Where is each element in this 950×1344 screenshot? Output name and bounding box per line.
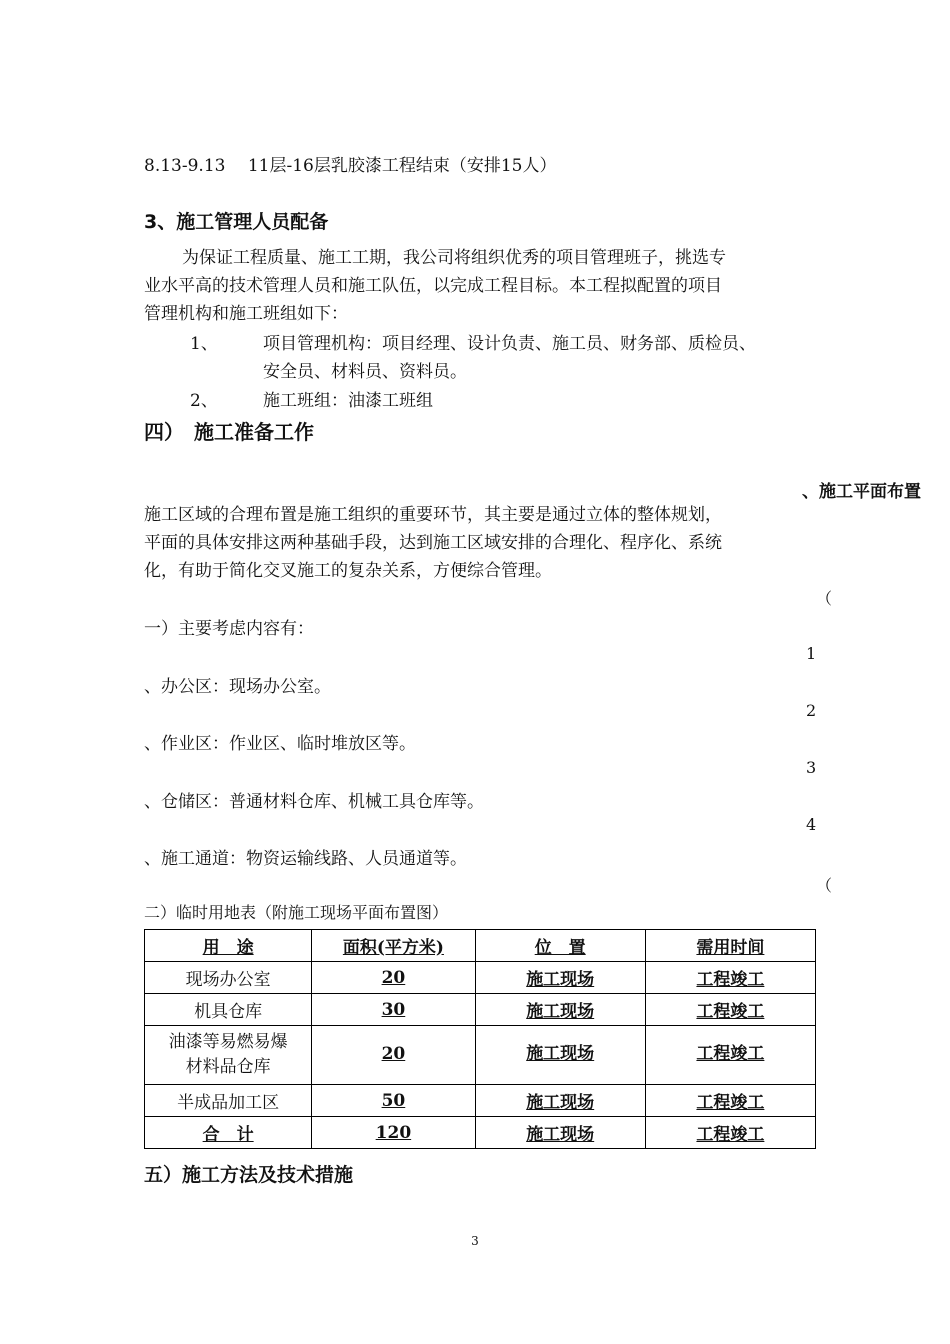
side-mark-1: 1: [806, 644, 817, 663]
section4-para-line-3: 化，有助于简化交叉施工的复杂关系，方便综合管理。: [144, 561, 552, 581]
schedule-line: 8.13-9.13 11层-16层乳胶漆工程结束（安排15人）: [144, 156, 557, 176]
section3-item-2-line-1: 施工班组：油漆工班组: [263, 391, 433, 411]
section3-item-1-line-1: 项目管理机构：项目经理、设计负责、施工员、财务部、质检员、: [263, 334, 756, 354]
cell-area: 20: [312, 962, 475, 994]
table-total-row: [145, 1117, 816, 1149]
section3-item-1-num: 1、: [190, 334, 218, 354]
total-location: 施工现场: [475, 1117, 645, 1149]
section3-para-line-2: 业水平高的技术管理人员和施工队伍，以完成工程目标。本工程拟配置的项目: [144, 276, 722, 296]
total-use: 合 计: [145, 1117, 312, 1149]
header-use: 用 途: [145, 930, 312, 962]
side-mark-2: 2: [806, 701, 817, 720]
table-row: [145, 994, 816, 1026]
cell-time: 工程竣工: [645, 994, 815, 1026]
header-location: 位 置: [475, 930, 645, 962]
list-line-storage: 、仓储区：普通材料仓库、机械工具仓库等。: [144, 792, 484, 812]
side-mark-4: 4: [806, 815, 817, 834]
header-time: 需用时间: [645, 930, 815, 962]
page-number: 3: [471, 1234, 479, 1248]
section4-para-line-2: 平面的具体安排这两种基础手段，达到施工区域安排的合理化、程序化、系统: [144, 533, 722, 553]
section4-heading: 四） 施工准备工作: [144, 420, 314, 444]
cell-use: 机具仓库: [145, 994, 312, 1026]
temporary-land-use-table: [144, 929, 816, 1149]
cell-use: 半成品加工区: [145, 1085, 312, 1117]
cell-use: [145, 1026, 312, 1085]
cell-area: 20: [312, 1026, 475, 1085]
section3-para-line-1: 为保证工程质量、施工工期，我公司将组织优秀的项目管理班子，挑选专: [182, 248, 726, 268]
table-header-row: [145, 930, 816, 962]
table-row: [145, 962, 816, 994]
side-mark-3: 3: [806, 758, 817, 777]
list-line-passage: 、施工通道：物资运输线路、人员通道等。: [144, 849, 467, 869]
section3-item-2-num: 2、: [190, 391, 218, 411]
cell-location: 施工现场: [475, 994, 645, 1026]
list-line-work-area: 、作业区：作业区、临时堆放区等。: [144, 734, 416, 754]
cell-time: 工程竣工: [645, 1026, 815, 1085]
cell-area: 50: [312, 1085, 475, 1117]
side-mark-paren-1: （: [816, 589, 833, 608]
list-line-office: 、办公区：现场办公室。: [144, 677, 331, 697]
header-area: 面积(平方米): [312, 930, 475, 962]
cell-use: 现场办公室: [145, 962, 312, 994]
section5-heading: 五）施工方法及技术措施: [144, 1164, 354, 1186]
cell-area: 30: [312, 994, 475, 1026]
cell-location: 施工现场: [475, 1026, 645, 1085]
section3-item-1-line-2: 安全员、材料员、资料员。: [263, 362, 467, 382]
section4-sub-heading: 、施工平面布置: [802, 482, 921, 502]
section4-para-line-1: 施工区域的合理布置是施工组织的重要环节，其主要是通过立体的整体规划，: [144, 505, 722, 525]
table-row: [145, 1026, 816, 1085]
section3-para-line-3: 管理机构和施工班组如下：: [144, 304, 348, 324]
cell-location: 施工现场: [475, 962, 645, 994]
cell-time: 工程竣工: [645, 962, 815, 994]
side-mark-paren-2: （: [816, 876, 833, 895]
total-area: 120: [312, 1117, 475, 1149]
cell-use-line-2: 材料品仓库: [185, 1057, 271, 1077]
table-caption: 二）临时用地表（附施工现场平面布置图）: [144, 903, 449, 922]
section3-heading: 3、施工管理人员配备: [144, 211, 329, 233]
table-row: [145, 1085, 816, 1117]
cell-time: 工程竣工: [645, 1085, 815, 1117]
cell-location: 施工现场: [475, 1085, 645, 1117]
list-line-main-considerations: 一）主要考虑内容有：: [144, 619, 314, 639]
cell-use-line-1: 油漆等易燃易爆: [168, 1031, 288, 1052]
total-time: 工程竣工: [645, 1117, 815, 1149]
